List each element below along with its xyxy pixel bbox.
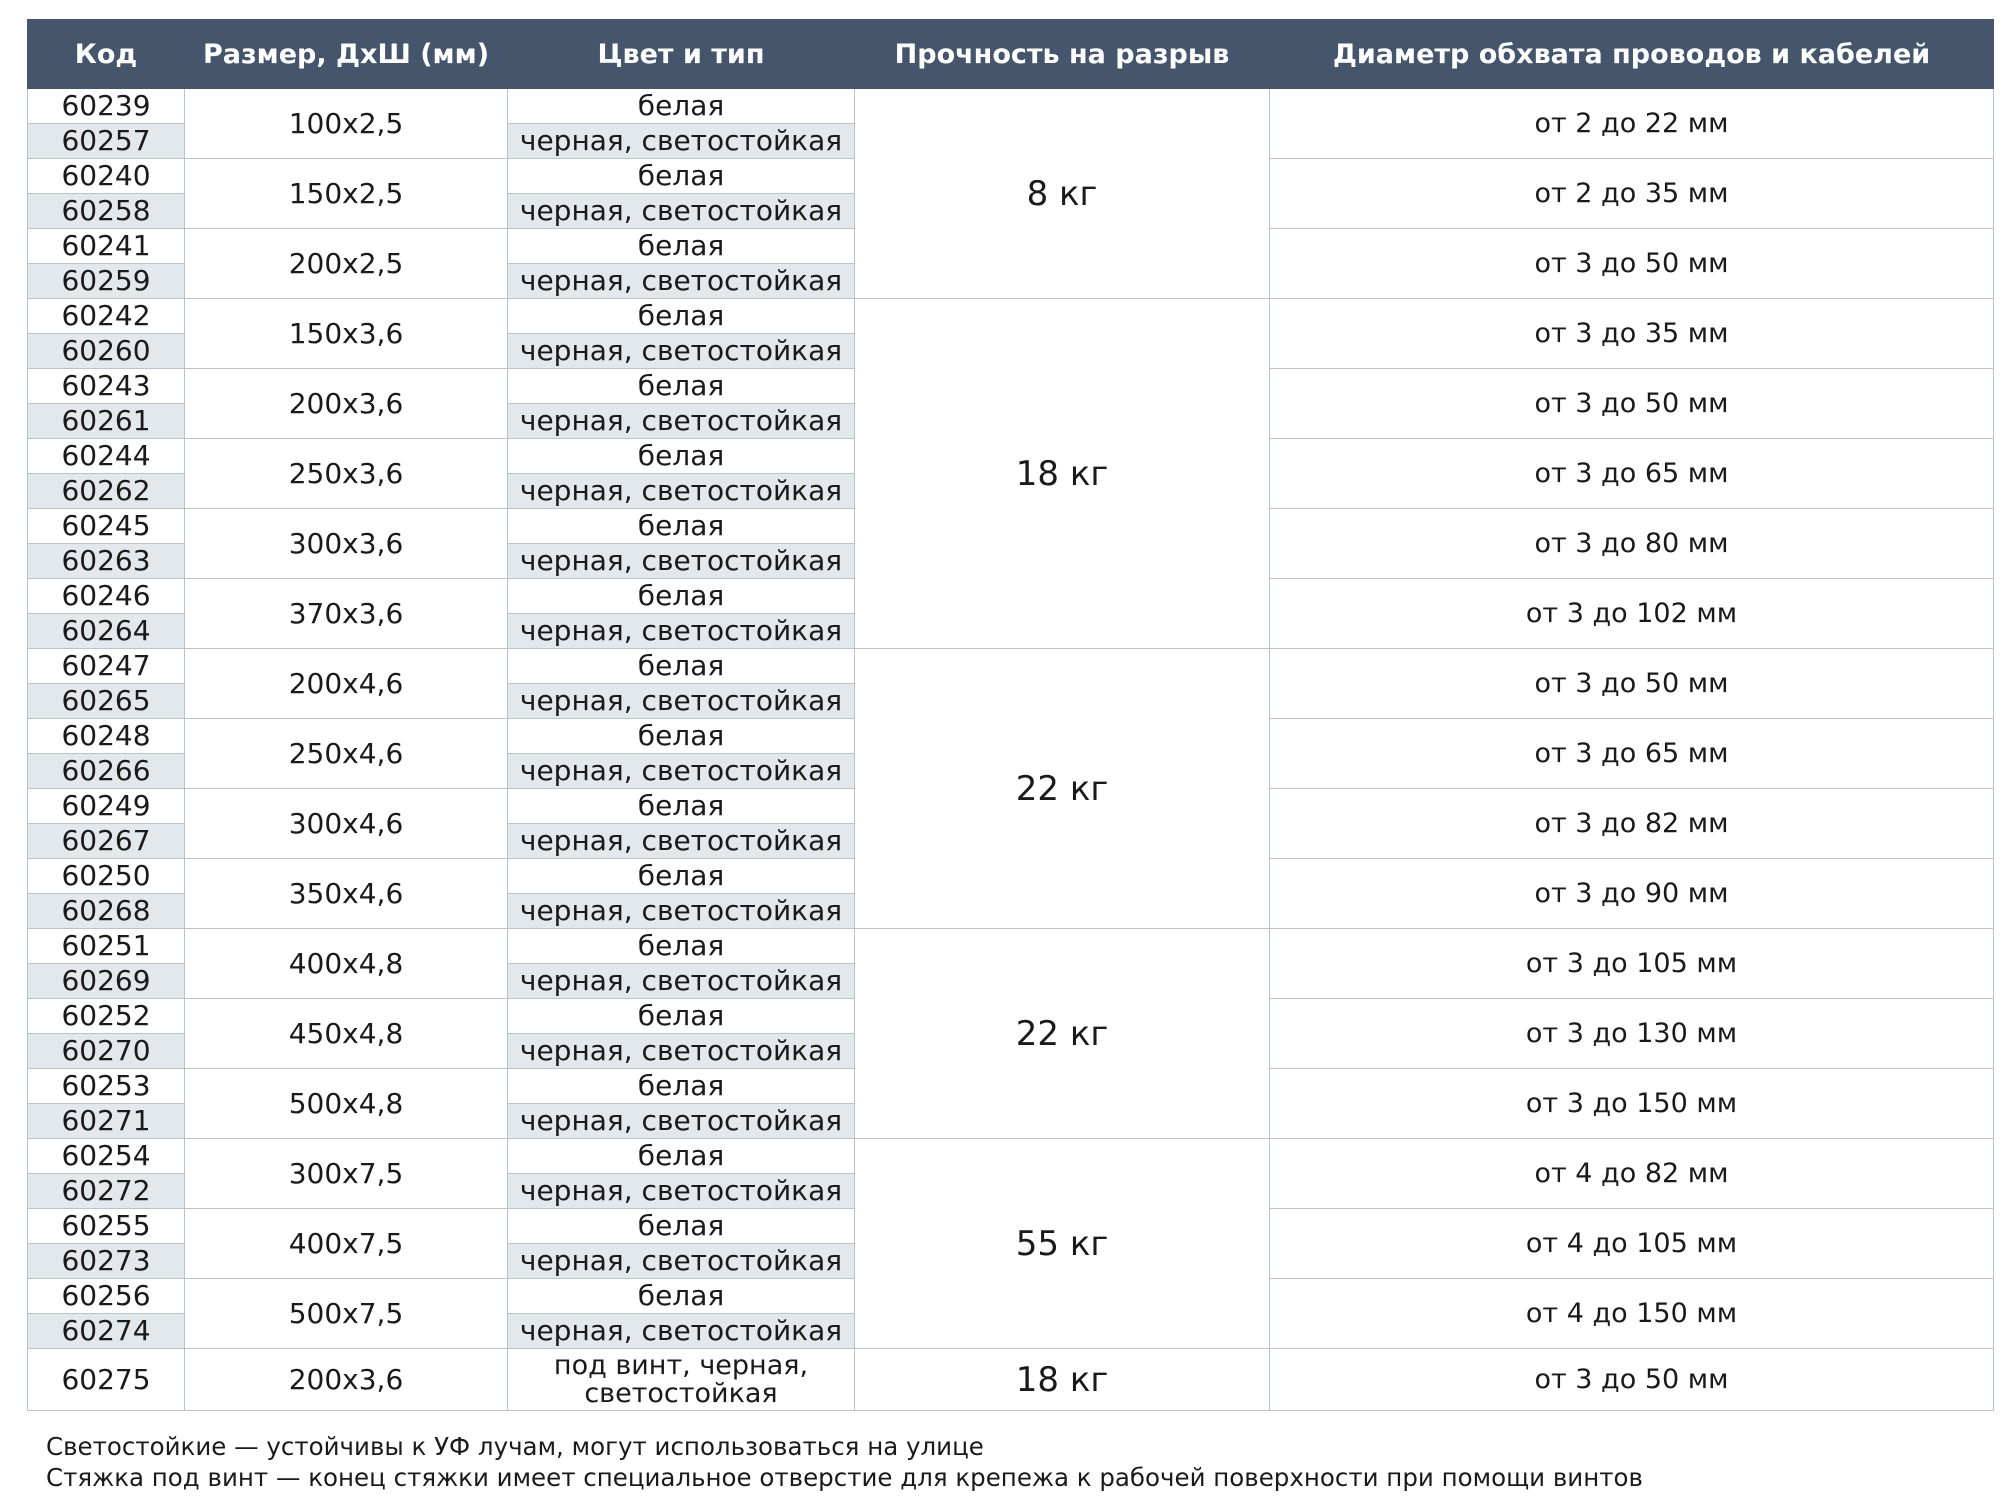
bundle-diameter-cell: от 3 до 102 мм <box>1270 579 1994 649</box>
bundle-diameter-cell: от 3 до 50 мм <box>1270 369 1994 439</box>
table-body <box>28 89 1994 1411</box>
bundle-diameter-cell: от 3 до 82 мм <box>1270 789 1994 859</box>
code-cell: 60268 <box>28 894 185 929</box>
code-cell: 60254 <box>28 1139 185 1174</box>
table-row-screw-mount <box>28 1349 1994 1411</box>
color-type-cell: черная, светостойкая <box>508 1244 855 1279</box>
code-cell: 60263 <box>28 544 185 579</box>
tensile-strength-cell: 22 кг <box>855 929 1270 1139</box>
color-type-cell: черная, светостойкая <box>508 754 855 789</box>
color-type-cell: черная, светостойкая <box>508 544 855 579</box>
size-cell: 200x3,6 <box>185 1349 508 1411</box>
bundle-diameter-cell: от 3 до 65 мм <box>1270 439 1994 509</box>
tensile-strength-cell: 18 кг <box>855 1349 1270 1411</box>
code-cell: 60260 <box>28 334 185 369</box>
color-type-cell: белая <box>508 929 855 964</box>
code-cell: 60253 <box>28 1069 185 1104</box>
header-color-type: Цвет и тип <box>508 20 855 89</box>
color-type-cell: черная, светостойкая <box>508 614 855 649</box>
code-cell: 60261 <box>28 404 185 439</box>
size-cell: 400x7,5 <box>185 1209 508 1279</box>
code-cell: 60258 <box>28 194 185 229</box>
code-cell: 60262 <box>28 474 185 509</box>
table-row <box>28 1139 1994 1174</box>
code-cell: 60251 <box>28 929 185 964</box>
bundle-diameter-cell: от 4 до 150 мм <box>1270 1279 1994 1349</box>
color-type-cell: черная, светостойкая <box>508 1314 855 1349</box>
color-type-cell: черная, светостойкая <box>508 824 855 859</box>
code-cell: 60250 <box>28 859 185 894</box>
color-type-cell: белая <box>508 719 855 754</box>
color-type-cell: черная, светостойкая <box>508 474 855 509</box>
code-cell: 60271 <box>28 1104 185 1139</box>
code-cell: 60267 <box>28 824 185 859</box>
size-cell: 200x2,5 <box>185 229 508 299</box>
cable-tie-spec-table <box>27 19 1994 1411</box>
code-cell: 60242 <box>28 299 185 334</box>
bundle-diameter-cell: от 2 до 22 мм <box>1270 89 1994 159</box>
code-cell: 60270 <box>28 1034 185 1069</box>
size-cell: 150x3,6 <box>185 299 508 369</box>
bundle-diameter-cell: от 3 до 50 мм <box>1270 649 1994 719</box>
cable-tie-table-container <box>27 19 1993 1411</box>
code-cell: 60247 <box>28 649 185 684</box>
tensile-strength-cell: 18 кг <box>855 299 1270 649</box>
code-cell: 60255 <box>28 1209 185 1244</box>
table-header-row <box>28 20 1994 89</box>
size-cell: 300x7,5 <box>185 1139 508 1209</box>
color-type-cell: белая <box>508 649 855 684</box>
code-cell: 60244 <box>28 439 185 474</box>
color-type-cell: черная, светостойкая <box>508 894 855 929</box>
table-row <box>28 89 1994 124</box>
footnote-screw-mount: Стяжка под винт — конец стяжки имеет специальное отверстие для крепежа к рабочей поверхности при помощи винтов <box>46 1463 1643 1492</box>
code-cell: 60264 <box>28 614 185 649</box>
footnote-uv-resistant: Светостойкие — устойчивы к УФ лучам, могут использоваться на улице <box>46 1432 984 1461</box>
color-type-cell: белая <box>508 1139 855 1174</box>
header-code: Код <box>28 20 185 89</box>
size-cell: 500x4,8 <box>185 1069 508 1139</box>
bundle-diameter-cell: от 3 до 130 мм <box>1270 999 1994 1069</box>
code-cell: 60252 <box>28 999 185 1034</box>
header-size: Размер, ДxШ (мм) <box>185 20 508 89</box>
color-type-cell: черная, светостойкая <box>508 684 855 719</box>
code-cell: 60241 <box>28 229 185 264</box>
color-type-cell: белая <box>508 159 855 194</box>
tensile-strength-cell: 8 кг <box>855 89 1270 299</box>
size-cell: 200x4,6 <box>185 649 508 719</box>
code-cell: 60274 <box>28 1314 185 1349</box>
tensile-strength-cell: 55 кг <box>855 1139 1270 1349</box>
color-type-cell: белая <box>508 1279 855 1314</box>
bundle-diameter-cell: от 3 до 65 мм <box>1270 719 1994 789</box>
bundle-diameter-cell: от 3 до 35 мм <box>1270 299 1994 369</box>
bundle-diameter-cell: от 4 до 82 мм <box>1270 1139 1994 1209</box>
header-tensile-strength: Прочность на разрыв <box>855 20 1270 89</box>
color-type-cell: черная, светостойкая <box>508 264 855 299</box>
size-cell: 300x4,6 <box>185 789 508 859</box>
size-cell: 150x2,5 <box>185 159 508 229</box>
code-cell: 60246 <box>28 579 185 614</box>
bundle-diameter-cell: от 3 до 80 мм <box>1270 509 1994 579</box>
color-type-cell: белая <box>508 1209 855 1244</box>
color-type-cell: белая <box>508 859 855 894</box>
bundle-diameter-cell: от 3 до 50 мм <box>1270 1349 1994 1411</box>
bundle-diameter-cell: от 3 до 150 мм <box>1270 1069 1994 1139</box>
color-type-cell: белая <box>508 89 855 124</box>
color-type-cell: черная, светостойкая <box>508 404 855 439</box>
color-type-cell: черная, светостойкая <box>508 124 855 159</box>
code-cell: 60272 <box>28 1174 185 1209</box>
color-type-cell: белая <box>508 579 855 614</box>
code-cell: 60240 <box>28 159 185 194</box>
code-cell: 60249 <box>28 789 185 824</box>
table-row <box>28 649 1994 684</box>
color-type-cell: белая <box>508 299 855 334</box>
code-cell: 60273 <box>28 1244 185 1279</box>
code-cell: 60266 <box>28 754 185 789</box>
bundle-diameter-cell: от 3 до 90 мм <box>1270 859 1994 929</box>
color-type-cell: черная, светостойкая <box>508 964 855 999</box>
bundle-diameter-cell: от 2 до 35 мм <box>1270 159 1994 229</box>
color-type-cell: белая <box>508 999 855 1034</box>
bundle-diameter-cell: от 3 до 50 мм <box>1270 229 1994 299</box>
code-cell: 60245 <box>28 509 185 544</box>
size-cell: 250x4,6 <box>185 719 508 789</box>
color-type-cell: белая <box>508 369 855 404</box>
size-cell: 200x3,6 <box>185 369 508 439</box>
color-type-cell: под винт, черная, светостойкая <box>508 1349 855 1411</box>
code-cell: 60259 <box>28 264 185 299</box>
bundle-diameter-cell: от 3 до 105 мм <box>1270 929 1994 999</box>
color-type-cell: белая <box>508 509 855 544</box>
code-cell: 60269 <box>28 964 185 999</box>
size-cell: 100x2,5 <box>185 89 508 159</box>
color-type-cell: черная, светостойкая <box>508 1104 855 1139</box>
size-cell: 500x7,5 <box>185 1279 508 1349</box>
code-cell: 60243 <box>28 369 185 404</box>
code-cell: 60257 <box>28 124 185 159</box>
table-row <box>28 929 1994 964</box>
code-cell: 60265 <box>28 684 185 719</box>
size-cell: 250x3,6 <box>185 439 508 509</box>
tensile-strength-cell: 22 кг <box>855 649 1270 929</box>
color-type-cell: белая <box>508 229 855 264</box>
color-type-cell: белая <box>508 1069 855 1104</box>
size-cell: 370x3,6 <box>185 579 508 649</box>
color-type-cell: черная, светостойкая <box>508 1174 855 1209</box>
size-cell: 400x4,8 <box>185 929 508 999</box>
color-type-cell: черная, светостойкая <box>508 334 855 369</box>
bundle-diameter-cell: от 4 до 105 мм <box>1270 1209 1994 1279</box>
size-cell: 450x4,8 <box>185 999 508 1069</box>
header-bundle-diameter: Диаметр обхвата проводов и кабелей <box>1270 20 1994 89</box>
color-type-cell: черная, светостойкая <box>508 194 855 229</box>
color-type-cell: белая <box>508 789 855 824</box>
table-row <box>28 299 1994 334</box>
code-cell: 60256 <box>28 1279 185 1314</box>
color-type-cell: белая <box>508 439 855 474</box>
size-cell: 300x3,6 <box>185 509 508 579</box>
color-type-cell: черная, светостойкая <box>508 1034 855 1069</box>
code-cell: 60275 <box>28 1349 185 1411</box>
code-cell: 60239 <box>28 89 185 124</box>
code-cell: 60248 <box>28 719 185 754</box>
footnotes <box>46 1431 1643 1493</box>
size-cell: 350x4,6 <box>185 859 508 929</box>
